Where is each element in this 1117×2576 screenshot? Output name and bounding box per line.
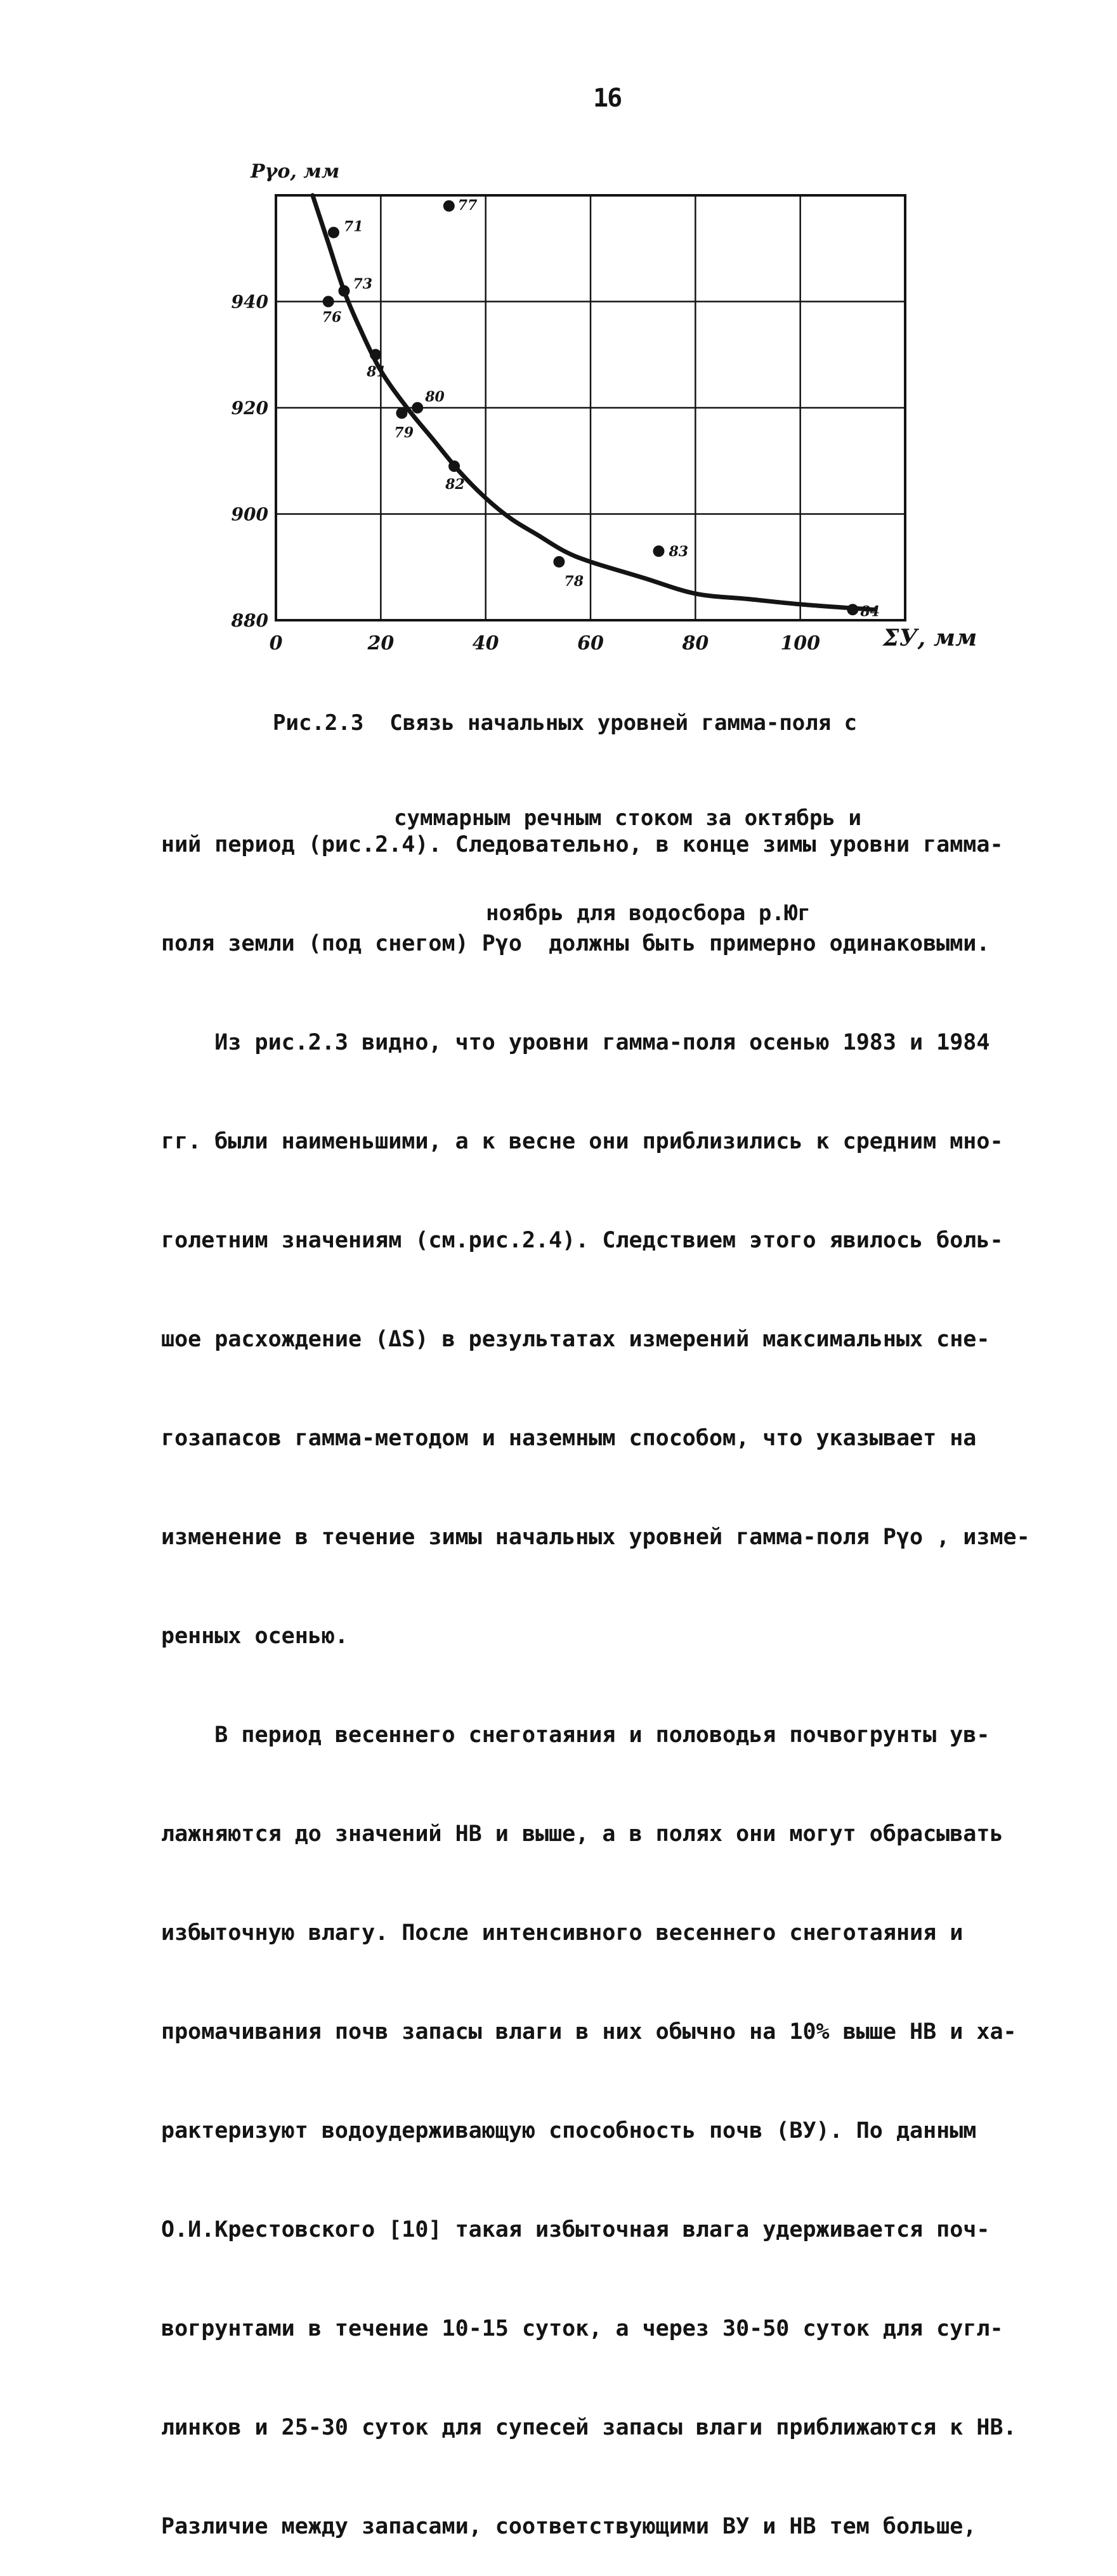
body-line: поля земли (под снегом) Pγo должны быть примерно одинаковыми. xyxy=(161,931,990,956)
y-tick-label: 920 xyxy=(231,398,268,419)
body-line: ний период (рис.2.4). Следовательно, в конце зимы уровни гамма- xyxy=(161,832,1003,857)
x-tick-label: 40 xyxy=(472,632,499,654)
body-line: избыточную влагу. После интенсивного весеннего снеготаяния и xyxy=(161,1920,963,1946)
body-line: гг. были наименьшими, а к весне они приблизились к средним мно- xyxy=(161,1129,1003,1154)
data-point xyxy=(328,227,339,238)
data-label: 73 xyxy=(353,275,373,292)
data-point xyxy=(448,460,460,472)
data-label: 82 xyxy=(445,476,465,493)
body-line: рактеризуют водоудерживающую способность почв (ВУ). По данным xyxy=(161,2118,977,2143)
y-tick-label: 900 xyxy=(231,504,268,525)
data-label: 76 xyxy=(322,309,342,326)
body-line: изменение в течение зимы начальных уровней гамма-поля Pγo , изме- xyxy=(161,1525,1030,1550)
fit-curve xyxy=(313,195,874,609)
x-tick-label: 20 xyxy=(367,632,395,654)
body-line: шое расхождение (ΔS) в результатах измерений максимальных сне- xyxy=(161,1327,990,1352)
body-line: лажняются до значений НВ и выше, а в полях они могут обрасывать xyxy=(161,1821,1003,1847)
data-point xyxy=(396,407,407,419)
body-text xyxy=(161,762,1030,2576)
fit-curve-layer xyxy=(313,195,874,609)
body-line: В период весеннего снеготаяния и половодья почвогрунты ув- xyxy=(161,1722,990,1748)
data-label: 79 xyxy=(394,424,414,441)
data-point xyxy=(412,402,423,413)
caption-line: ноябрь для водосбора р.Юг xyxy=(486,901,811,926)
data-point xyxy=(370,349,381,360)
data-label: 71 xyxy=(343,218,363,235)
body-line: Из рис.2.3 видно, что уровни гамма-поля осенью 1983 и 1984 xyxy=(161,1030,990,1055)
x-tick-label: 80 xyxy=(682,632,709,654)
y-axis-label: Pγo, мм xyxy=(251,160,340,183)
body-line: голетним значениям (см.рис.2.4). Следствием этого явилось боль- xyxy=(161,1228,1003,1253)
body-line: линков и 25-30 суток для супесей запасы влаги приближаются к НВ. xyxy=(161,2415,1017,2440)
body-line: вогрунтами в течение 10-15 суток, а через 30-50 суток для сугл- xyxy=(161,2316,1003,2341)
axis-ticks xyxy=(231,292,821,655)
caption-line: суммарным речным стоком за октябрь и xyxy=(394,805,861,831)
data-label: 77 xyxy=(457,197,478,214)
caption-line: Рис.2.3 Связь начальных уровней гамма-поля с xyxy=(273,710,858,736)
x-tick-label: 60 xyxy=(577,632,604,654)
body-line: О.И.Крестовского [10] такая избыточная влага удерживается поч- xyxy=(161,2217,990,2242)
y-tick-label: 940 xyxy=(231,291,268,313)
y-tick-label: 880 xyxy=(231,610,268,631)
x-axis-label: ΣУ, мм xyxy=(883,625,977,651)
chart xyxy=(216,152,977,660)
body-line: Различие между запасами, соответствующими ВУ и НВ тем больше, xyxy=(161,2514,977,2539)
data-label: 80 xyxy=(425,389,445,405)
data-point xyxy=(847,604,858,615)
x-tick-label: 100 xyxy=(780,632,820,654)
x-tick-label: 0 xyxy=(269,632,283,654)
page-number: 16 xyxy=(593,84,622,113)
data-label: 84 xyxy=(860,603,880,620)
body-line: промачивания почв запасы влаги в них обычно на 10% выше НВ и ха- xyxy=(161,2019,1017,2045)
data-label: 81 xyxy=(367,363,386,381)
data-point xyxy=(338,285,349,297)
chart-grid xyxy=(276,195,905,620)
body-line: ренных осенью. xyxy=(161,1623,349,1649)
data-point xyxy=(553,556,565,568)
data-point xyxy=(443,200,455,212)
body-line: гозапасов гамма-методом и наземным способом, что указывает на xyxy=(161,1426,977,1451)
data-point xyxy=(653,545,664,557)
data-label: 83 xyxy=(669,543,689,561)
data-point xyxy=(323,296,334,308)
data-label: 78 xyxy=(564,573,584,590)
